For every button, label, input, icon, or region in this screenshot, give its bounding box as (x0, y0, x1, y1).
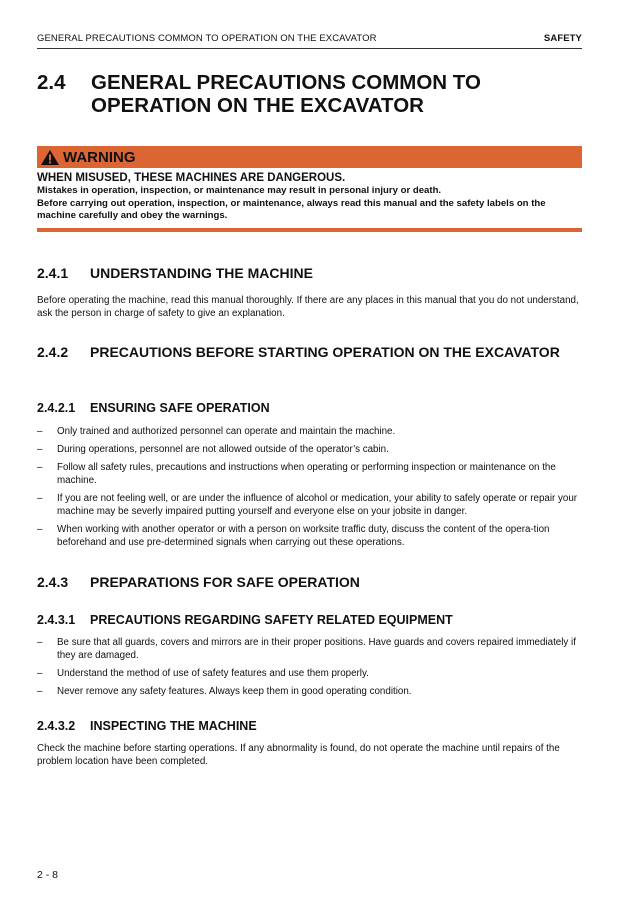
dash-marker: – (37, 523, 43, 535)
dash-marker: – (37, 667, 43, 679)
list-item: – Never remove any safety features. Always keep them in good operating condition. (37, 685, 412, 697)
section-title: GENERAL PRECAUTIONS COMMON TO OPERATION ON THE EXCAVATOR (91, 71, 481, 117)
subsection-number: 2.4.3 (37, 574, 69, 590)
sub-subsection-heading (37, 718, 582, 734)
running-header-chapter: SAFETY (543, 33, 582, 44)
list-item: – During operations, personnel are not allowed outside of the operator’s cabin. (37, 444, 389, 456)
warning-headline: WHEN MISUSED, THESE MACHINES ARE DANGEROUS. (37, 172, 346, 184)
subsection-heading (37, 343, 582, 362)
warning-label: WARNING (63, 148, 136, 166)
bullet-list (37, 426, 582, 555)
subsection-title: PREPARATIONS FOR SAFE OPERATION (90, 574, 360, 590)
list-item: – When working with another operator or with a person on worksite traffic duty, discuss the content of the opera-tion beforehand and use pre-determined signals when carrying out these operations. (37, 523, 550, 548)
sub-subsection-heading (37, 612, 582, 628)
sub-subsection-number: 2.4.2.1 (37, 401, 76, 415)
dash-marker: – (37, 462, 43, 474)
dash-marker: – (37, 444, 43, 456)
subsection-number: 2.4.2 (37, 344, 69, 360)
sub-subsection-title: PRECAUTIONS REGARDING SAFETY RELATED EQUIPMENT (90, 613, 453, 627)
paragraph: Check the machine before starting operations. If any abnormality is found, do not operate the machine until repairs of the problem location have been completed. (37, 743, 560, 767)
dash-marker: – (37, 685, 43, 697)
warning-line: Mistakes in operation, inspection, or maintenance may result in personal injury or death. (37, 185, 442, 196)
subsection-title: PRECAUTIONS BEFORE STARTING OPERATION ON THE EXCAVATOR (90, 344, 560, 360)
sub-subsection-number: 2.4.3.2 (37, 719, 76, 733)
subsection-heading (37, 264, 582, 283)
list-item: – Understand the method of use of safety features and use them properly. (37, 667, 369, 679)
section-number: 2.4 (37, 71, 66, 94)
subsection-title: UNDERSTANDING THE MACHINE (90, 265, 313, 281)
subsection-heading (37, 573, 582, 592)
running-header-title: GENERAL PRECAUTIONS COMMON TO OPERATION ON THE EXCAVATOR (37, 33, 377, 44)
section-heading (37, 71, 582, 117)
sub-subsection-title: ENSURING SAFE OPERATION (90, 401, 270, 415)
dash-marker: – (37, 637, 43, 648)
paragraph: Before operating the machine, read this manual thoroughly. If there are any places in this manual that you do not understand, ask the person in charge of safety to give an explanation. (37, 295, 579, 319)
warning-bottom-rule (37, 228, 582, 232)
list-item: – If you are not feeling well, or are under the influence of alcohol or medication, your ability to safely operate or repair your machine may be severly impaired putting yourself and everyone else on your jobsite in danger. (37, 493, 578, 517)
dash-marker: – (37, 493, 43, 505)
subsection-number: 2.4.1 (37, 265, 69, 281)
bullet-list (37, 637, 582, 704)
list-item: – Follow all safety rules, precautions and instructions when operating or performing inspection or maintenance on the machine. (37, 462, 556, 486)
sub-subsection-number: 2.4.3.1 (37, 613, 76, 627)
sub-subsection-title: INSPECTING THE MACHINE (90, 719, 257, 733)
list-item: – Be sure that all guards, covers and mirrors are in their proper positions. Have guards and covers repaired immediately if they are damaged. (37, 637, 576, 661)
warning-box (37, 146, 582, 232)
sub-subsection-heading (37, 400, 582, 416)
warning-line: Before carrying out operation, inspection, or maintenance, always read this manual and the safety labels on the machine carefully and obey the warnings. (37, 197, 546, 221)
page-number: 2 - 8 (37, 869, 59, 881)
dash-marker: – (37, 426, 43, 437)
warning-bar (37, 146, 582, 168)
running-header (37, 33, 582, 49)
list-item: – Only trained and authorized personnel can operate and maintain the machine. (37, 426, 396, 437)
warning-triangle-icon (40, 149, 60, 166)
